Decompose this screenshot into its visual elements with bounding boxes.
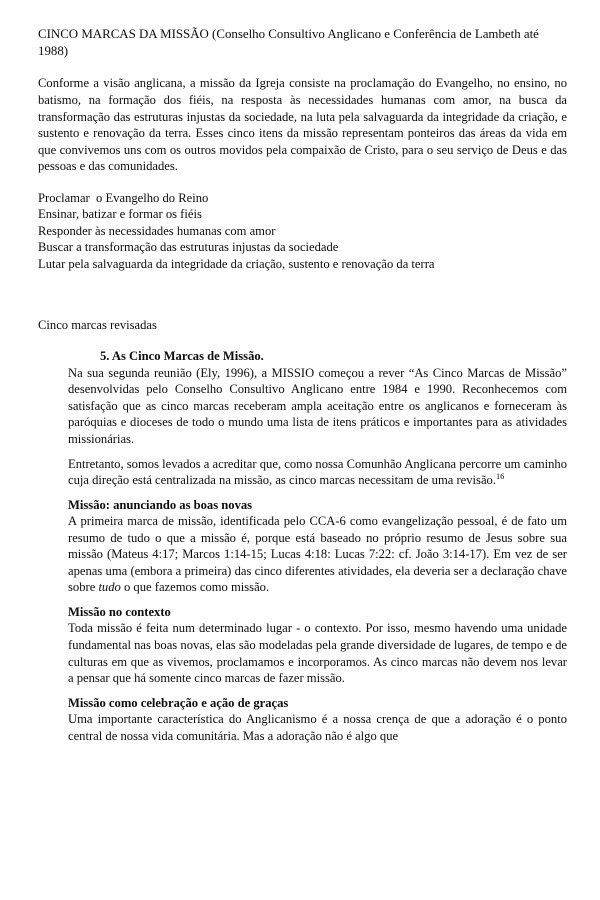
paragraph-text: Entretanto, somos levados a acreditar que, como nossa Comunhão Anglicana percorre um caminho cuja direção está centralizada na missão, as cinco marcas necessitam de uma revisão. (68, 456, 567, 488)
five-marks-list (38, 190, 567, 273)
spacer (38, 175, 567, 190)
spacer (68, 448, 567, 456)
list-item: Proclamar o Evangelho do Reino (38, 190, 209, 205)
footnote-marker: 16 (496, 471, 505, 481)
page-title: CINCO MARCAS DA MISSÃO (Conselho Consultivo Anglicano e Conferência de Lambeth até 1988) (38, 27, 539, 59)
section-five-marks-paragraph-1: Na sua segunda reunião (Ely, 1996), a MISSIO começou a rever “As Cinco Marcas de Missão” desenvolvidas pelo Conselho Consultivo Anglicano entre 1984 e 1990. Reconhecemos com satisfação que as cinco marcas receberam ampla aceitação entre os anglicanos e forneceram às paróquias e dioceses de todo o mundo uma lista de itens práticos e importantes para as atividades missionárias. (68, 365, 567, 446)
section-heading-celebracao: Missão como celebração e ação de graças (68, 695, 289, 710)
section-five-marks-paragraph-2 (68, 456, 567, 489)
spacer (68, 687, 567, 695)
section-heading-five-marks: 5. As Cinco Marcas de Missão. (100, 349, 264, 364)
list-item: Buscar a transformação das estruturas injustas da sociedade (38, 240, 339, 255)
paragraph-text-part-2: o que fazemos como missão. (120, 580, 270, 595)
list-item: Ensinar, batizar e formar os fiéis (38, 207, 202, 222)
paragraph-text-part-1: A primeira marca de missão, identificada pelo CCA-6 como evangelização pessoal, é de fato um resumo de tudo o que a missão é, porque está baseado no próprio resumo de Jesus sobre sua missão (Mateus 4:17; Marcos 1:14-15; Lucas 4:18: Lucas 7:22: cf. João 3:14-17). Em vez de ser apenas uma (embora a primeira) das cinco diferentes atividades, ela deveria ser a declaração chave sobre (68, 514, 567, 595)
spacer (68, 489, 567, 497)
revised-marks-label: Cinco marcas revisadas (38, 317, 157, 332)
spacer (68, 596, 567, 604)
section-boas-novas-paragraph (68, 513, 567, 596)
list-item: Responder às necessidades humanas com amor (38, 223, 276, 238)
list-item: Lutar pela salvaguarda da integridade da criação, sustento e renovação da terra (38, 257, 435, 272)
intro-paragraph: Conforme a visão anglicana, a missão da Igreja consiste na proclamação do Evangelho, no ensino, no batismo, na formação dos fiéis, na resposta às necessidades humanas com amor, na busca da transformação das estruturas injustas da sociedade, na luta pela salvaguarda da integridade da criação, e sustento e renovação da terra. Esses cinco itens da missão representam ponteiros das áreas da vida em que convivemos uns com os outros movidos pela compaixão de Cristo, para o seu serviço de Deus e das pessoas e das comunidades. (38, 76, 567, 174)
emphasized-word: tudo (98, 580, 121, 595)
section-heading-contexto: Missão no contexto (68, 604, 171, 619)
section-celebracao-paragraph: Uma importante característica do Anglicanismo é a nossa crença de que a adoração é o ponto central de nossa vida comunitária. Mas a adoração não é algo que (68, 712, 567, 743)
spacer (38, 273, 567, 317)
spacer (38, 333, 567, 348)
section-heading-boas-novas: Missão: anunciando as boas novas (68, 497, 253, 512)
quoted-section (68, 348, 567, 744)
section-contexto-paragraph: Toda missão é feita num determinado lugar - o contexto. Por isso, mesmo havendo uma unidade fundamental nas boas novas, elas são modeladas pela grande diversidade de lugares, de tempo e de culturas em que as vivemos, proclamamos e incorporamos. As cinco marcas não devem nos levar a pensar que há somente cinco marcas de fazer missão. (68, 621, 567, 686)
spacer (38, 60, 567, 75)
